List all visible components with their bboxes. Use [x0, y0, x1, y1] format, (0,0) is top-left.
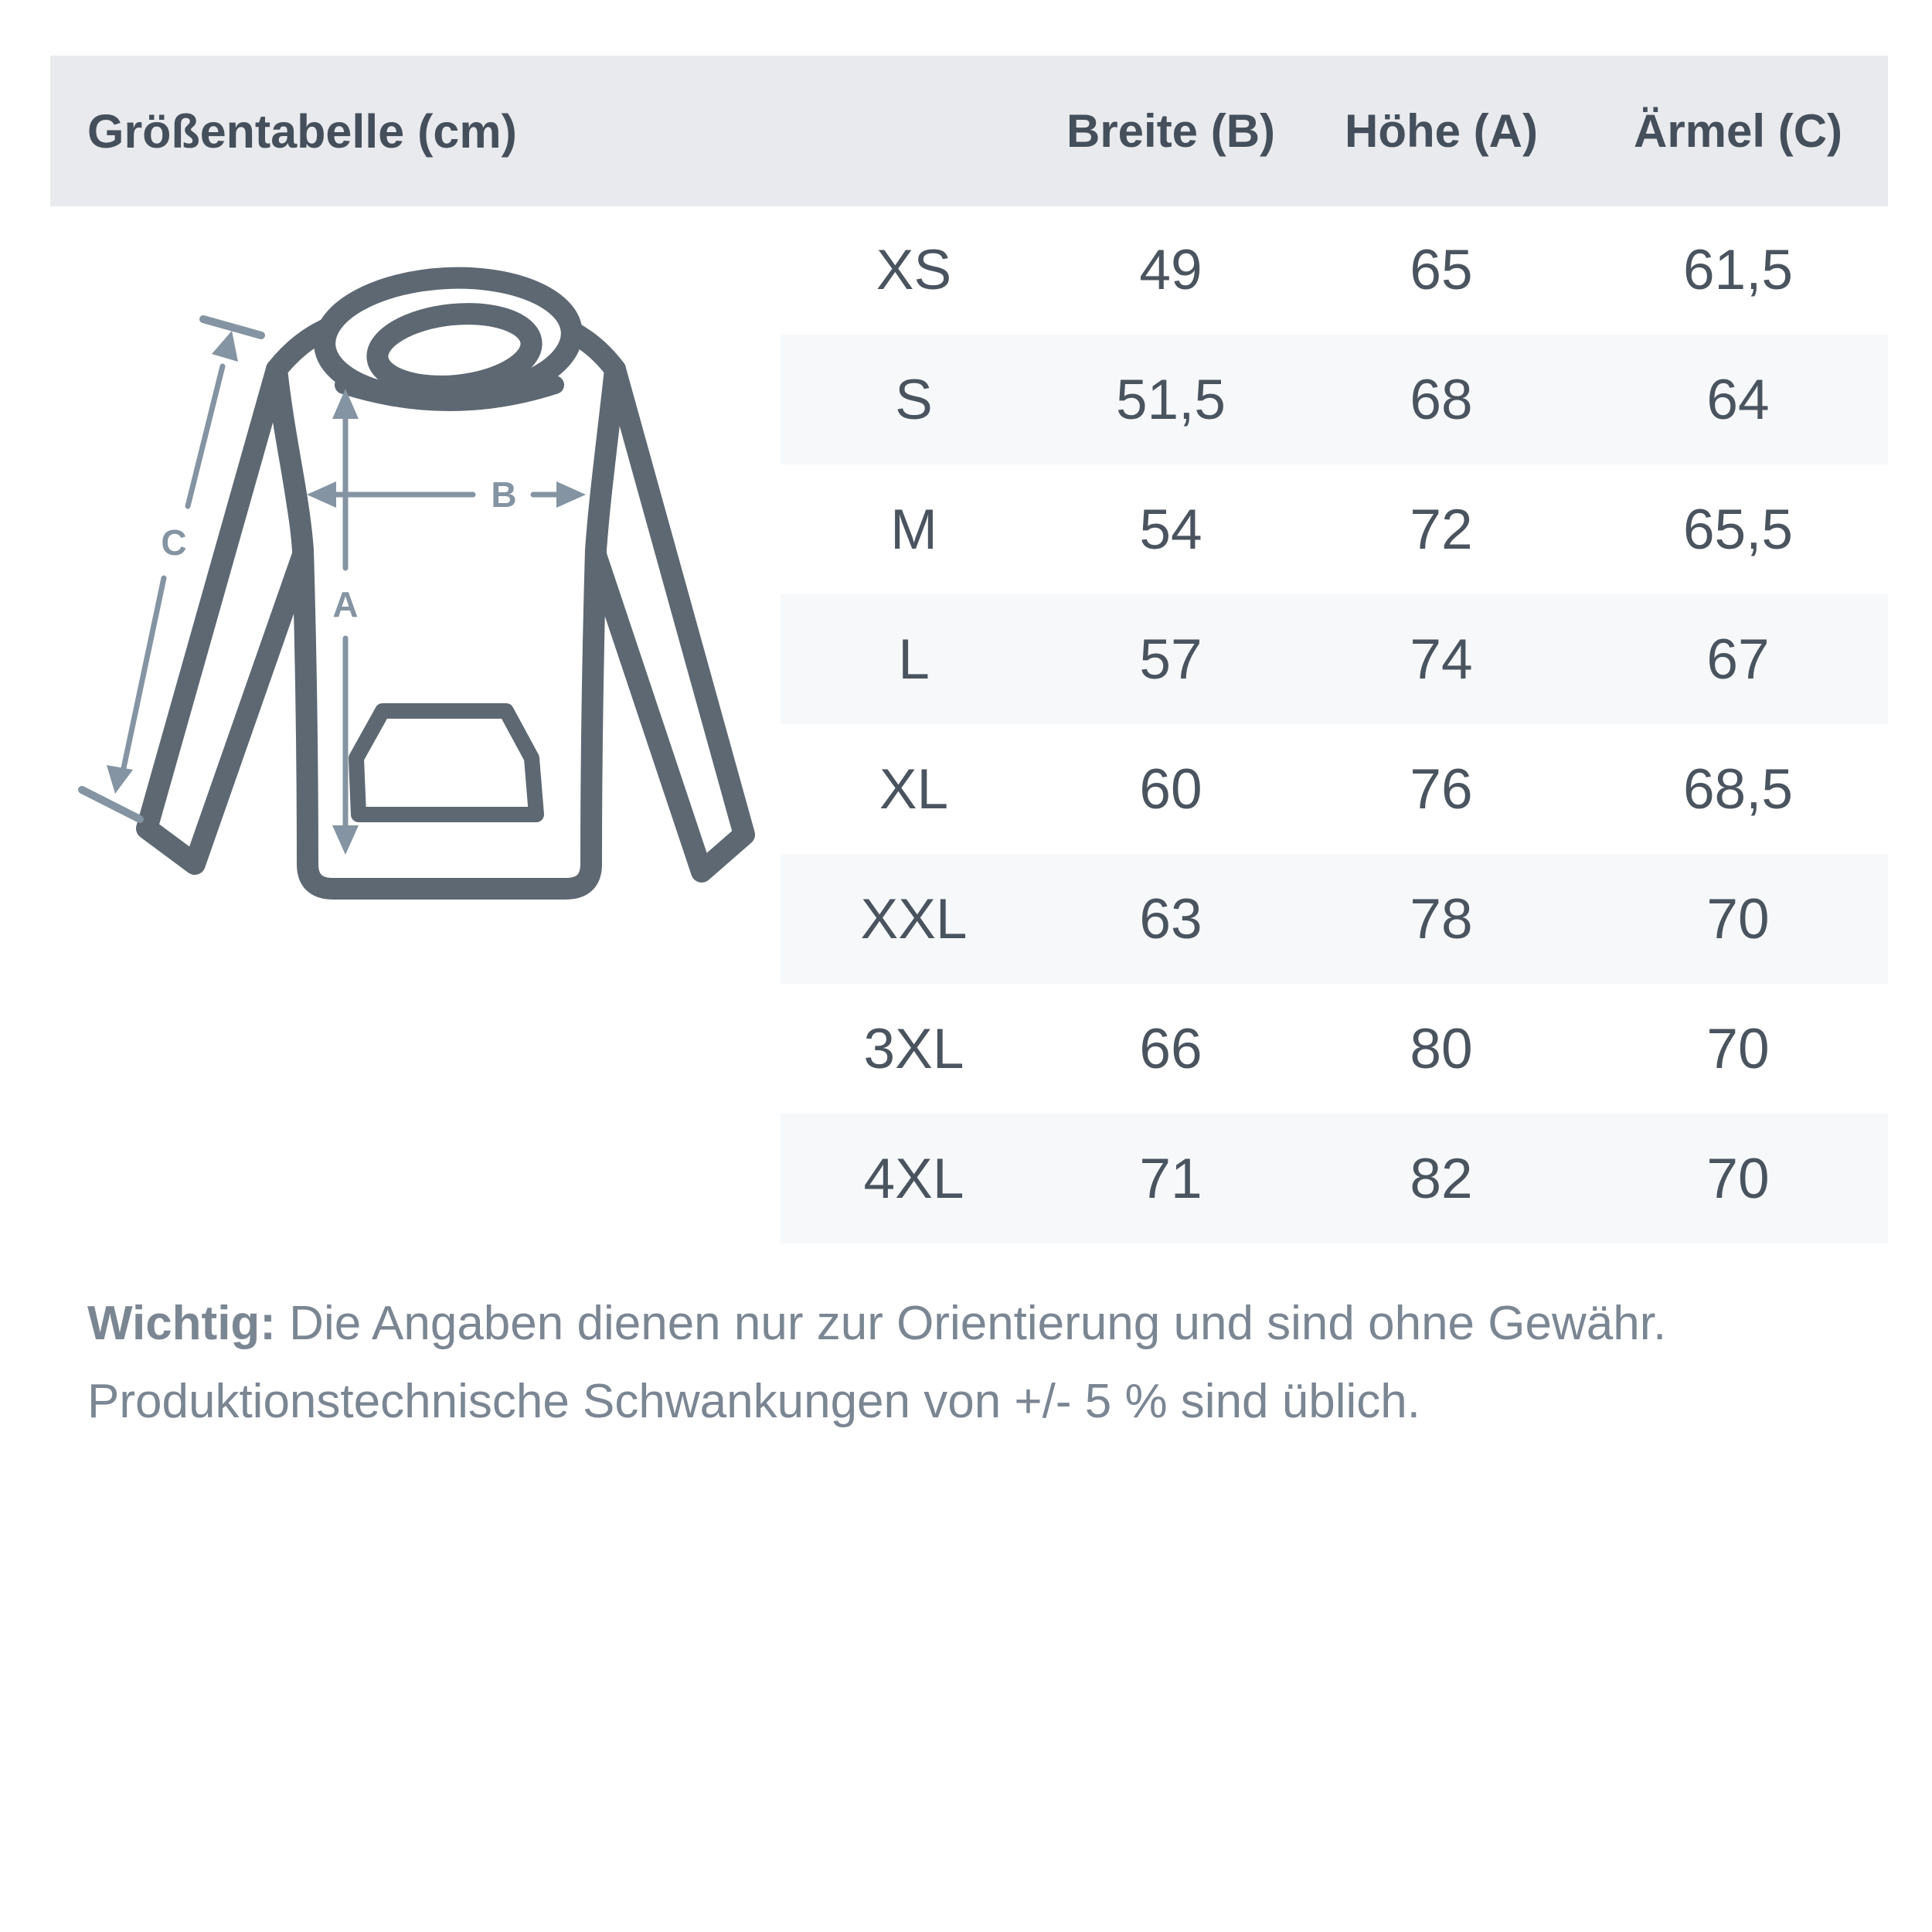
hoehe-cell: 72 — [1410, 498, 1473, 561]
breite-cell: 71 — [1139, 1147, 1202, 1210]
hoehe-cell: 65 — [1410, 238, 1473, 301]
table-row — [781, 464, 1888, 594]
disclaimer-note — [87, 1284, 1872, 1440]
size-cell: XL — [879, 757, 949, 821]
c-bottom-tick — [82, 790, 140, 819]
column-header-hoehe: Höhe (A) — [1345, 105, 1538, 157]
kangaroo-pocket — [356, 711, 536, 815]
aermel-cell: 68,5 — [1682, 757, 1794, 821]
aermel-cell: 70 — [1706, 1017, 1770, 1080]
aermel-cell: 67 — [1706, 628, 1770, 691]
table-row — [781, 594, 1888, 724]
note-line2: Produktionstechnische Schwankungen von +/- 5 % sind üblich. — [87, 1375, 1420, 1428]
size-cell: XS — [876, 238, 952, 301]
arrowhead-c-up-icon — [212, 331, 238, 362]
breite-cell: 49 — [1139, 238, 1202, 301]
hoehe-cell: 80 — [1410, 1017, 1473, 1080]
size-cell: M — [890, 498, 937, 561]
breite-cell: 63 — [1139, 887, 1202, 951]
note-bold-prefix: Wichtig: — [87, 1297, 276, 1350]
size-chart-header — [50, 56, 1888, 206]
breite-cell: 60 — [1139, 757, 1202, 821]
table-row — [781, 724, 1888, 854]
size-cell: 4XL — [863, 1147, 964, 1210]
aermel-cell: 61,5 — [1682, 238, 1794, 301]
aermel-cell: 70 — [1706, 887, 1770, 951]
column-header-breite: Breite (B) — [1066, 105, 1276, 157]
hoehe-cell: 68 — [1410, 368, 1473, 431]
aermel-cell: 64 — [1706, 368, 1770, 431]
breite-cell: 57 — [1139, 628, 1202, 691]
size-cell: XXL — [860, 887, 968, 951]
aermel-cell: 65,5 — [1682, 498, 1794, 561]
size-table — [781, 205, 1888, 1243]
table-row — [781, 335, 1888, 464]
hoehe-cell: 74 — [1410, 628, 1473, 691]
hoehe-cell: 76 — [1410, 757, 1473, 821]
breite-cell: 51,5 — [1115, 368, 1226, 431]
size-cell: 3XL — [863, 1017, 964, 1080]
arrowhead-c-down-icon — [107, 765, 133, 794]
page-title: Größentabelle (cm) — [87, 104, 517, 158]
column-header-aermel: Ärmel (C) — [1633, 105, 1843, 157]
hood-inner-ring — [374, 307, 536, 393]
table-row — [781, 854, 1888, 984]
breite-cell: 54 — [1139, 498, 1202, 561]
table-row — [781, 984, 1888, 1114]
label-b: B — [491, 474, 517, 515]
hoehe-cell: 82 — [1410, 1147, 1473, 1210]
table-row — [781, 205, 1888, 335]
size-cell: L — [898, 628, 930, 691]
note-line1: Die Angaben dienen nur zur Orientierung und sind ohne Gewähr. — [275, 1297, 1667, 1350]
aermel-cell: 70 — [1706, 1147, 1770, 1210]
label-a: A — [332, 584, 359, 624]
table-row — [781, 1114, 1888, 1243]
breite-cell: 66 — [1139, 1017, 1202, 1080]
hoehe-cell: 78 — [1410, 887, 1473, 951]
size-cell: S — [895, 368, 933, 431]
hoodie-measurement-diagram — [46, 209, 781, 904]
label-c: C — [161, 522, 187, 563]
